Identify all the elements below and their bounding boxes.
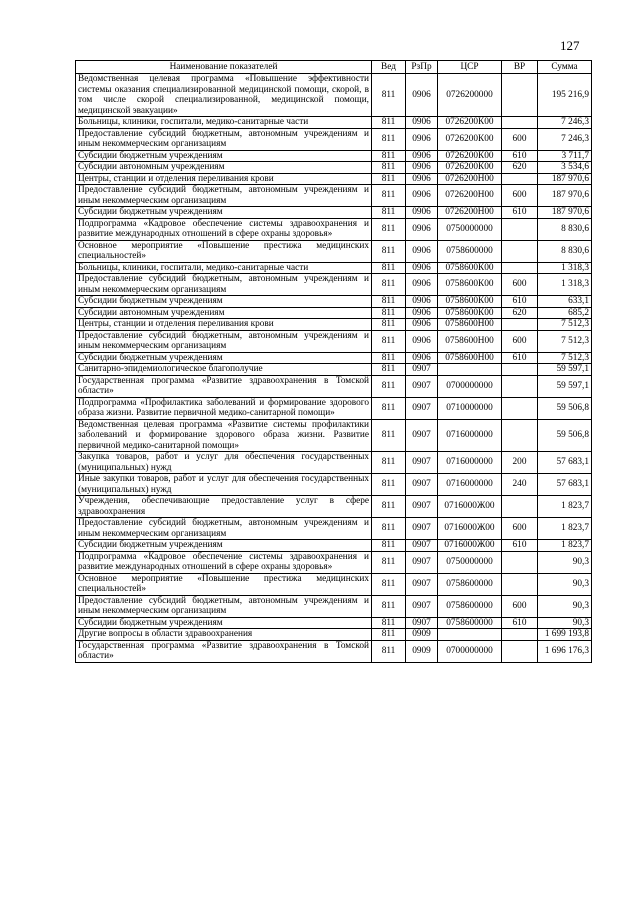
table-row bbox=[76, 240, 592, 262]
cell-vr bbox=[502, 573, 538, 595]
cell-name: Субсидии автономным учреждениям bbox=[76, 307, 372, 319]
cell-sum: 3 711,7 bbox=[538, 150, 592, 162]
table-row bbox=[76, 207, 592, 219]
cell-vr bbox=[502, 375, 538, 397]
header-name: Наименование показателей bbox=[76, 61, 372, 74]
table-row bbox=[76, 452, 592, 474]
cell-sum: 685,2 bbox=[538, 307, 592, 319]
cell-name: Центры, станции и отделения переливания крови bbox=[76, 173, 372, 185]
cell-csr: 0726200К00 bbox=[438, 162, 502, 174]
cell-rzpr: 0909 bbox=[406, 640, 438, 662]
cell-rzpr: 0906 bbox=[406, 319, 438, 331]
table-row bbox=[76, 364, 592, 376]
cell-sum: 1 823,7 bbox=[538, 496, 592, 518]
cell-sum: 1 823,7 bbox=[538, 540, 592, 552]
cell-name: Подпрограмма «Кадровое обеспечение системы здравоохранения и развитие международных отношений в сфере охраны здоровья» bbox=[76, 218, 372, 240]
table-row bbox=[76, 397, 592, 419]
cell-csr: 0758600000 bbox=[438, 595, 502, 617]
cell-csr: 0726200К00 bbox=[438, 150, 502, 162]
cell-ved: 811 bbox=[372, 150, 406, 162]
cell-name: Больницы, клиники, госпитали, медико-санитарные части bbox=[76, 117, 372, 129]
cell-sum: 7 512,3 bbox=[538, 352, 592, 364]
cell-ved: 811 bbox=[372, 518, 406, 540]
table-row bbox=[76, 629, 592, 641]
cell-ved: 811 bbox=[372, 319, 406, 331]
cell-csr bbox=[438, 364, 502, 376]
cell-csr: 0758600К00 bbox=[438, 296, 502, 308]
cell-rzpr: 0906 bbox=[406, 128, 438, 150]
cell-vr bbox=[502, 74, 538, 117]
cell-ved: 811 bbox=[372, 274, 406, 296]
cell-vr bbox=[502, 364, 538, 376]
cell-ved: 811 bbox=[372, 595, 406, 617]
cell-csr: 0716000000 bbox=[438, 452, 502, 474]
cell-rzpr: 0907 bbox=[406, 452, 438, 474]
cell-ved: 811 bbox=[372, 162, 406, 174]
cell-sum: 195 216,9 bbox=[538, 74, 592, 117]
cell-ved: 811 bbox=[372, 352, 406, 364]
cell-name: Субсидии бюджетным учреждениям bbox=[76, 617, 372, 629]
header-csr: ЦСР bbox=[438, 61, 502, 74]
cell-name: Предоставление субсидий бюджетным, автономным учреждениям и иным некоммерческим организациям bbox=[76, 274, 372, 296]
cell-sum: 59 506,8 bbox=[538, 397, 592, 419]
cell-sum: 187 970,6 bbox=[538, 185, 592, 207]
cell-rzpr: 0907 bbox=[406, 364, 438, 376]
cell-vr: 610 bbox=[502, 296, 538, 308]
cell-rzpr: 0907 bbox=[406, 375, 438, 397]
cell-vr bbox=[502, 640, 538, 662]
cell-rzpr: 0907 bbox=[406, 518, 438, 540]
cell-csr: 0758600Н00 bbox=[438, 352, 502, 364]
cell-vr bbox=[502, 629, 538, 641]
cell-name: Закупка товаров, работ и услуг для обеспечения государственных (муниципальных) нужд bbox=[76, 452, 372, 474]
cell-rzpr: 0906 bbox=[406, 74, 438, 117]
cell-rzpr: 0907 bbox=[406, 419, 438, 452]
cell-rzpr: 0906 bbox=[406, 185, 438, 207]
cell-sum: 59 597,1 bbox=[538, 364, 592, 376]
cell-vr bbox=[502, 551, 538, 573]
cell-vr: 610 bbox=[502, 540, 538, 552]
cell-rzpr: 0906 bbox=[406, 307, 438, 319]
cell-sum: 90,3 bbox=[538, 617, 592, 629]
cell-sum: 1 823,7 bbox=[538, 518, 592, 540]
cell-sum: 8 830,6 bbox=[538, 218, 592, 240]
table-row bbox=[76, 573, 592, 595]
cell-rzpr: 0906 bbox=[406, 352, 438, 364]
table-header-row bbox=[76, 61, 592, 74]
cell-csr: 0716000Ж00 bbox=[438, 518, 502, 540]
table-row bbox=[76, 74, 592, 117]
cell-rzpr: 0906 bbox=[406, 162, 438, 174]
cell-rzpr: 0907 bbox=[406, 551, 438, 573]
cell-vr: 600 bbox=[502, 185, 538, 207]
cell-sum: 187 970,6 bbox=[538, 207, 592, 219]
cell-csr: 0758600Н00 bbox=[438, 319, 502, 331]
cell-ved: 811 bbox=[372, 397, 406, 419]
cell-sum: 7 246,3 bbox=[538, 117, 592, 129]
cell-csr: 0758600Н00 bbox=[438, 330, 502, 352]
cell-csr: 0726200Н00 bbox=[438, 185, 502, 207]
table-row bbox=[76, 274, 592, 296]
cell-csr: 0726200000 bbox=[438, 74, 502, 117]
cell-name: Основное мероприятие «Повышение престижа медицинских специальностей» bbox=[76, 573, 372, 595]
cell-vr: 600 bbox=[502, 518, 538, 540]
cell-csr: 0758600000 bbox=[438, 240, 502, 262]
cell-sum: 90,3 bbox=[538, 573, 592, 595]
cell-csr: 0758600К00 bbox=[438, 274, 502, 296]
cell-sum: 1 318,3 bbox=[538, 274, 592, 296]
cell-name: Центры, станции и отделения переливания крови bbox=[76, 319, 372, 331]
table-row bbox=[76, 551, 592, 573]
cell-ved: 811 bbox=[372, 173, 406, 185]
cell-csr: 0700000000 bbox=[438, 640, 502, 662]
cell-ved: 811 bbox=[372, 573, 406, 595]
cell-vr: 610 bbox=[502, 207, 538, 219]
cell-vr: 200 bbox=[502, 452, 538, 474]
cell-vr bbox=[502, 117, 538, 129]
cell-name: Субсидии бюджетным учреждениям bbox=[76, 540, 372, 552]
cell-sum: 7 512,3 bbox=[538, 330, 592, 352]
cell-rzpr: 0907 bbox=[406, 496, 438, 518]
cell-ved: 811 bbox=[372, 419, 406, 452]
cell-vr: 600 bbox=[502, 330, 538, 352]
table-row bbox=[76, 375, 592, 397]
table-row bbox=[76, 419, 592, 452]
cell-csr bbox=[438, 629, 502, 641]
cell-csr: 0716000000 bbox=[438, 474, 502, 496]
cell-name: Субсидии бюджетным учреждениям bbox=[76, 296, 372, 308]
cell-csr: 0750000000 bbox=[438, 551, 502, 573]
cell-name: Учреждения, обеспечивающие предоставление услуг в сфере здравоохранения bbox=[76, 496, 372, 518]
cell-name: Субсидии автономным учреждениям bbox=[76, 162, 372, 174]
cell-rzpr: 0906 bbox=[406, 117, 438, 129]
cell-name: Предоставление субсидий бюджетным, автономным учреждениям и иным некоммерческим организациям bbox=[76, 595, 372, 617]
cell-csr: 0716000Ж00 bbox=[438, 540, 502, 552]
cell-sum: 8 830,6 bbox=[538, 240, 592, 262]
cell-vr bbox=[502, 262, 538, 274]
table-row bbox=[76, 117, 592, 129]
header-sum: Сумма bbox=[538, 61, 592, 74]
cell-ved: 811 bbox=[372, 496, 406, 518]
cell-csr: 0726200К00 bbox=[438, 117, 502, 129]
cell-name: Больницы, клиники, госпитали, медико-санитарные части bbox=[76, 262, 372, 274]
cell-rzpr: 0907 bbox=[406, 474, 438, 496]
cell-ved: 811 bbox=[372, 364, 406, 376]
table-row bbox=[76, 474, 592, 496]
cell-rzpr: 0906 bbox=[406, 296, 438, 308]
cell-csr: 0726200Н00 bbox=[438, 207, 502, 219]
cell-rzpr: 0906 bbox=[406, 173, 438, 185]
cell-vr bbox=[502, 173, 538, 185]
cell-csr: 0710000000 bbox=[438, 397, 502, 419]
cell-vr bbox=[502, 240, 538, 262]
cell-sum: 57 683,1 bbox=[538, 474, 592, 496]
cell-csr: 0716000Ж00 bbox=[438, 496, 502, 518]
cell-ved: 811 bbox=[372, 540, 406, 552]
cell-sum: 59 597,1 bbox=[538, 375, 592, 397]
table-row bbox=[76, 262, 592, 274]
cell-rzpr: 0906 bbox=[406, 150, 438, 162]
budget-table bbox=[75, 60, 592, 663]
table-row bbox=[76, 640, 592, 662]
cell-sum: 59 506,8 bbox=[538, 419, 592, 452]
cell-rzpr: 0907 bbox=[406, 573, 438, 595]
cell-sum: 187 970,6 bbox=[538, 173, 592, 185]
cell-sum: 1 318,3 bbox=[538, 262, 592, 274]
table-row bbox=[76, 296, 592, 308]
cell-csr: 0726200К00 bbox=[438, 128, 502, 150]
cell-vr: 600 bbox=[502, 595, 538, 617]
cell-vr: 620 bbox=[502, 162, 538, 174]
cell-ved: 811 bbox=[372, 617, 406, 629]
cell-name: Основное мероприятие «Повышение престижа медицинских специальностей» bbox=[76, 240, 372, 262]
cell-csr: 0726200Н00 bbox=[438, 173, 502, 185]
cell-vr bbox=[502, 496, 538, 518]
cell-name: Предоставление субсидий бюджетным, автономным учреждениям и иным некоммерческим организациям bbox=[76, 330, 372, 352]
cell-ved: 811 bbox=[372, 551, 406, 573]
cell-name: Субсидии бюджетным учреждениям bbox=[76, 352, 372, 364]
cell-vr: 240 bbox=[502, 474, 538, 496]
cell-vr: 610 bbox=[502, 150, 538, 162]
table-row bbox=[76, 185, 592, 207]
cell-sum: 7 512,3 bbox=[538, 319, 592, 331]
cell-name: Иные закупки товаров, работ и услуг для обеспечения государственных (муниципальных) нужд bbox=[76, 474, 372, 496]
cell-csr: 0758600К00 bbox=[438, 262, 502, 274]
header-ved: Вед bbox=[372, 61, 406, 74]
cell-csr: 0700000000 bbox=[438, 375, 502, 397]
cell-ved: 811 bbox=[372, 262, 406, 274]
cell-ved: 811 bbox=[372, 128, 406, 150]
cell-name: Другие вопросы в области здравоохранения bbox=[76, 629, 372, 641]
cell-name: Предоставление субсидий бюджетным, автономным учреждениям и иным некоммерческим организациям bbox=[76, 128, 372, 150]
cell-csr: 0758600000 bbox=[438, 573, 502, 595]
table-row bbox=[76, 218, 592, 240]
cell-vr bbox=[502, 397, 538, 419]
cell-rzpr: 0909 bbox=[406, 629, 438, 641]
cell-ved: 811 bbox=[372, 330, 406, 352]
cell-ved: 811 bbox=[372, 375, 406, 397]
page-number: 127 bbox=[560, 38, 580, 53]
table-row bbox=[76, 128, 592, 150]
cell-rzpr: 0907 bbox=[406, 540, 438, 552]
table-row bbox=[76, 162, 592, 174]
cell-sum: 90,3 bbox=[538, 595, 592, 617]
cell-rzpr: 0907 bbox=[406, 397, 438, 419]
cell-rzpr: 0906 bbox=[406, 240, 438, 262]
cell-vr: 600 bbox=[502, 128, 538, 150]
cell-vr: 620 bbox=[502, 307, 538, 319]
cell-ved: 811 bbox=[372, 74, 406, 117]
cell-sum: 90,3 bbox=[538, 551, 592, 573]
cell-rzpr: 0906 bbox=[406, 218, 438, 240]
header-rzpr: РзПр bbox=[406, 61, 438, 74]
cell-rzpr: 0907 bbox=[406, 595, 438, 617]
cell-ved: 811 bbox=[372, 207, 406, 219]
cell-csr: 0758600000 bbox=[438, 617, 502, 629]
cell-ved: 811 bbox=[372, 218, 406, 240]
cell-vr: 610 bbox=[502, 617, 538, 629]
cell-sum: 1 696 176,3 bbox=[538, 640, 592, 662]
cell-ved: 811 bbox=[372, 307, 406, 319]
cell-name: Санитарно-эпидемиологическое благополучие bbox=[76, 364, 372, 376]
cell-name: Субсидии бюджетным учреждениям bbox=[76, 150, 372, 162]
cell-rzpr: 0906 bbox=[406, 207, 438, 219]
cell-csr: 0758600К00 bbox=[438, 307, 502, 319]
cell-sum: 7 246,3 bbox=[538, 128, 592, 150]
cell-name: Субсидии бюджетным учреждениям bbox=[76, 207, 372, 219]
cell-ved: 811 bbox=[372, 474, 406, 496]
table-row bbox=[76, 518, 592, 540]
table-row bbox=[76, 540, 592, 552]
cell-ved: 811 bbox=[372, 117, 406, 129]
cell-rzpr: 0906 bbox=[406, 330, 438, 352]
cell-rzpr: 0906 bbox=[406, 262, 438, 274]
table-row bbox=[76, 595, 592, 617]
cell-vr: 600 bbox=[502, 274, 538, 296]
cell-ved: 811 bbox=[372, 640, 406, 662]
cell-name: Ведомственная целевая программа «Развитие системы профилактики заболеваний и формирование здорового образа жизни. Развитие первичной медико-санитарной помощи» bbox=[76, 419, 372, 452]
cell-csr: 0716000000 bbox=[438, 419, 502, 452]
cell-name: Подпрограмма «Профилактика заболеваний и формирование здорового образа жизни. Развитие первичной медико-санитарной помощи» bbox=[76, 397, 372, 419]
table-row bbox=[76, 150, 592, 162]
cell-sum: 57 683,1 bbox=[538, 452, 592, 474]
header-vr: ВР bbox=[502, 61, 538, 74]
cell-name: Подпрограмма «Кадровое обеспечение системы здравоохранения и развитие международных отношений в сфере охраны здоровья» bbox=[76, 551, 372, 573]
table-row bbox=[76, 330, 592, 352]
cell-sum: 633,1 bbox=[538, 296, 592, 308]
cell-vr bbox=[502, 319, 538, 331]
table-row bbox=[76, 319, 592, 331]
cell-rzpr: 0907 bbox=[406, 617, 438, 629]
table-row bbox=[76, 617, 592, 629]
cell-csr: 0750000000 bbox=[438, 218, 502, 240]
cell-ved: 811 bbox=[372, 240, 406, 262]
cell-ved: 811 bbox=[372, 296, 406, 308]
cell-sum: 3 534,6 bbox=[538, 162, 592, 174]
cell-rzpr: 0906 bbox=[406, 274, 438, 296]
cell-name: Предоставление субсидий бюджетным, автономным учреждениям и иным некоммерческим организациям bbox=[76, 185, 372, 207]
cell-name: Государственная программа «Развитие здравоохранения в Томской области» bbox=[76, 375, 372, 397]
cell-sum: 1 699 193,8 bbox=[538, 629, 592, 641]
table-row bbox=[76, 352, 592, 364]
table-row bbox=[76, 496, 592, 518]
cell-vr: 610 bbox=[502, 352, 538, 364]
cell-name: Предоставление субсидий бюджетным, автономным учреждениям и иным некоммерческим организациям bbox=[76, 518, 372, 540]
cell-ved: 811 bbox=[372, 452, 406, 474]
cell-name: Ведомственная целевая программа «Повышение эффективности системы оказания специализированной медицинской помощи, скорой, в том числе скорой специализированной, медицинской помощи, медицинской эвакуации» bbox=[76, 74, 372, 117]
cell-ved: 811 bbox=[372, 185, 406, 207]
cell-ved: 811 bbox=[372, 629, 406, 641]
table-row bbox=[76, 173, 592, 185]
table-row bbox=[76, 307, 592, 319]
cell-name: Государственная программа «Развитие здравоохранения в Томской области» bbox=[76, 640, 372, 662]
cell-vr bbox=[502, 419, 538, 452]
cell-vr bbox=[502, 218, 538, 240]
